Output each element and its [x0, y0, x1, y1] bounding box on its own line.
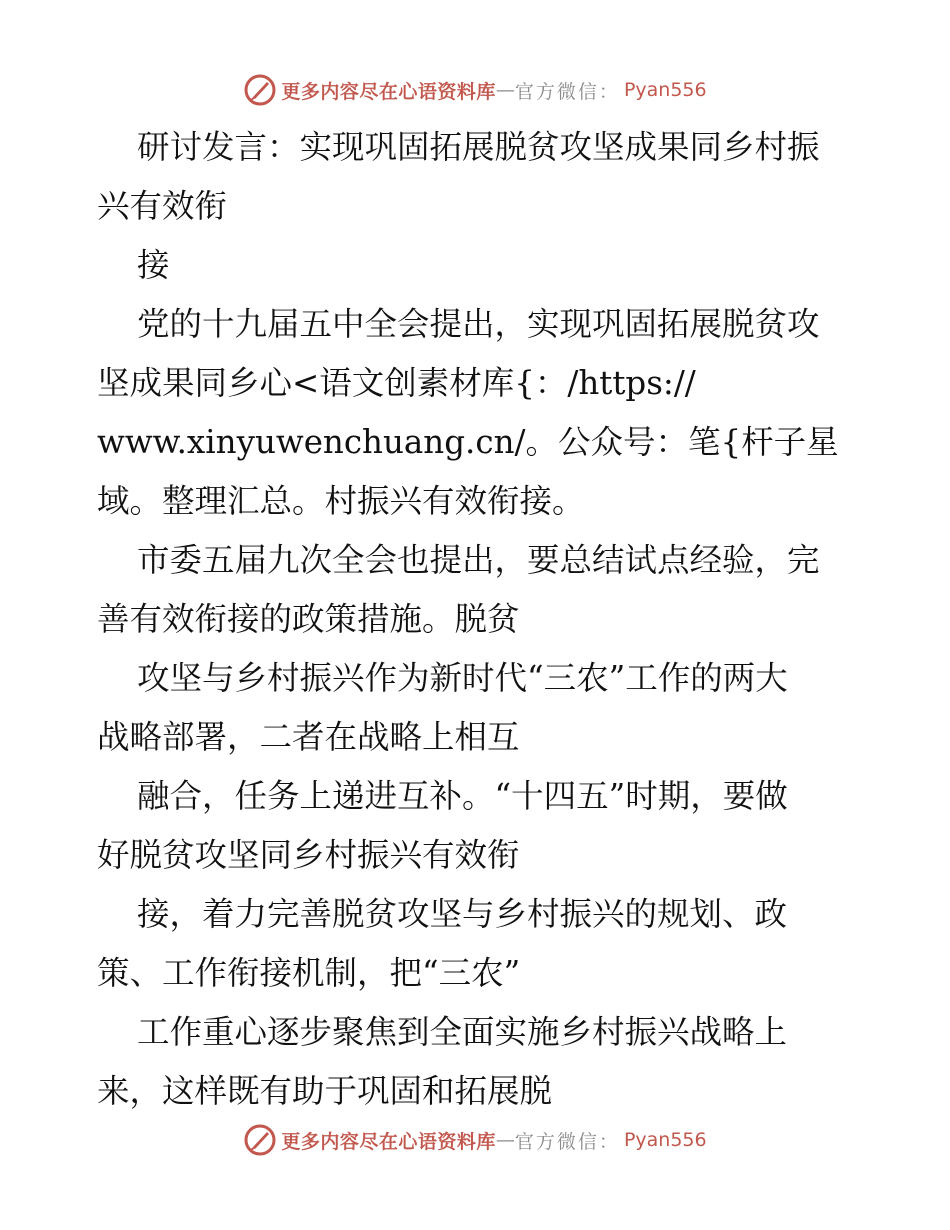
text-line: 接，着力完善脱贫攻坚与乡村振兴的规划、政 [137, 895, 788, 933]
watermark-title: 更多内容尽在心语资料库 [281, 1130, 496, 1153]
text-line: 攻坚与乡村振兴作为新时代“三农”工作的两大 [137, 659, 788, 697]
text-line: 域。整理汇总。村振兴有效衔接。 [97, 482, 585, 520]
text-line: 研讨发言：实现巩固拓展脱贫攻坚成果同乡村振 [137, 128, 820, 166]
text-line: 来，这样既有助于巩固和拓展脱 [97, 1072, 553, 1110]
watermark-separator: — [495, 79, 515, 101]
text-line: 兴有效衔 [97, 187, 228, 225]
watermark-official-label: 官方微信： [514, 80, 620, 103]
text-line: 接 [137, 246, 170, 284]
footer-watermark [0, 1120, 950, 1160]
watermark-separator: — [495, 1129, 515, 1151]
text-line: 工作重心逐步聚焦到全面实施乡村振兴战略上 [137, 1013, 788, 1051]
watermark-wechat-id: Pyan556 [623, 79, 707, 101]
text-line: 好脱贫攻坚同乡村振兴有效衔 [97, 836, 520, 874]
text-line: 策、工作衔接机制，把“三农” [97, 954, 521, 992]
watermark-title: 更多内容尽在心语资料库 [281, 80, 496, 103]
text-line: 党的十九届五中全会提出，实现巩固拓展脱贫攻 [137, 305, 820, 343]
text-line: 坚成果同乡心<语文创素材库{：/https:// [97, 364, 696, 402]
quill-logo-icon [243, 1123, 277, 1157]
text-line: 市委五届九次全会也提出，要总结试点经验，完 [137, 541, 820, 579]
text-line: www.xinyuwenchuang.cn/。公众号：笔{杆子星 [97, 423, 839, 461]
watermark-wechat-id: Pyan556 [623, 1129, 707, 1151]
quill-logo-icon [243, 73, 277, 107]
text-line: 战略部署，二者在战略上相互 [97, 718, 520, 756]
text-line: 善有效衔接的政策措施。脱贫 [97, 600, 520, 638]
watermark-official-label: 官方微信： [514, 1130, 620, 1153]
text-line: 融合，任务上递进互补。“十四五”时期，要做 [137, 777, 788, 815]
document-body [97, 118, 867, 1121]
header-watermark [0, 70, 950, 110]
